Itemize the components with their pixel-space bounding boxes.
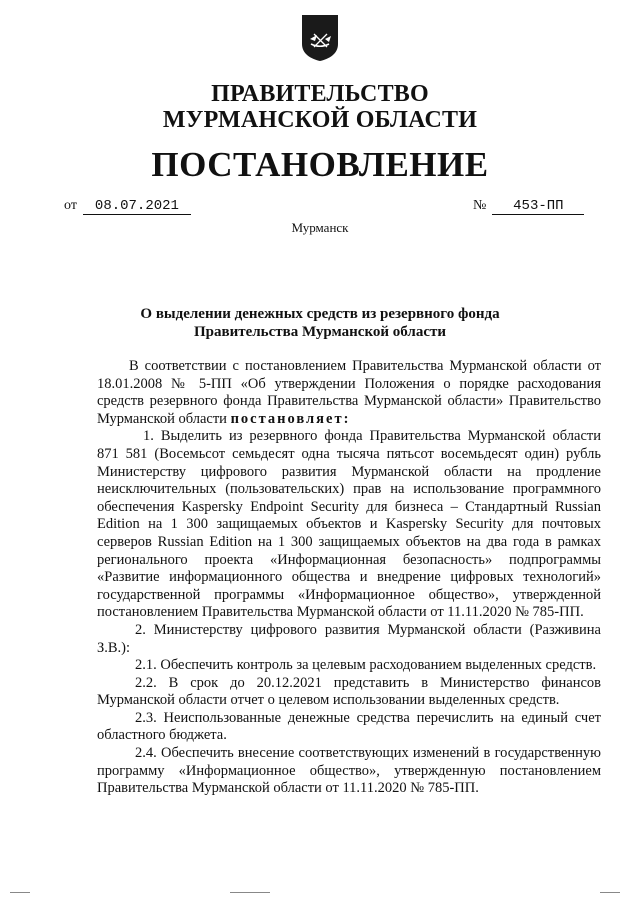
- date-prefix: от: [64, 198, 77, 213]
- document-body: [97, 358, 601, 798]
- document-type-title: ПОСТАНОВЛЕНИЕ: [151, 145, 489, 184]
- preamble-text: В соответствии с постановлением Правительства Мурманской области от 18.01.2008 № 5-ПП «Об утверждении Положения о порядке расходования средств резервного фонда Правительства Мурманской области» Правительство Мурманской области: [97, 358, 601, 427]
- preamble-paragraph: [97, 358, 601, 428]
- paragraph-2-3: 2.3. Неиспользованные денежные средства перечислить на единый счет областного бюджета.: [97, 709, 601, 744]
- government-title-line1: ПРАВИТЕЛЬСТВО: [211, 81, 429, 107]
- paragraph-2-4: 2.4. Обеспечить внесение соответствующих изменений в государственную программу «Информационное общество», утвержденную постановлением Правительства Мурманской области от 11.11.2020 № 785-ПП.: [97, 745, 601, 797]
- date-field: [64, 197, 191, 215]
- paragraph-1: 1. Выделить из резервного фонда Правительства Мурманской области 871 581 (Восемьсот семьдесят одна тысяча пятьсот восемьдесят один) рубль Министерству цифрового развития Мурманской области на продление неисключительных (пользовательских) прав на использование программного обеспечения Kaspersky Endpoint Security для бизнеса – Стандартный Russian Edition на 1 300 защищаемых объектов и Kaspersky Security для почтовых серверов Russian Edition на 1 300 защищаемых объектов на два года в рамках регионального проекта «Информационная безопасность» подпрограммы «Развитие информационного общества и внедрение цифровых технологий» государственной программы «Информационное общество», утвержденной постановлением Правительства Мурманской области от 11.11.2020 № 785-ПП.: [97, 428, 601, 621]
- coat-of-arms-icon: [301, 14, 339, 62]
- scan-artifact-line: [600, 892, 620, 893]
- paragraph-2-1: 2.1. Обеспечить контроль за целевым расходованием выделенных средств.: [135, 657, 597, 674]
- document-subject: [0, 305, 640, 341]
- paragraph-2: 2. Министерству цифрового развития Мурманской области (Разживина З.В.):: [97, 621, 601, 656]
- scan-artifact-line: [230, 892, 270, 893]
- number-prefix: №: [473, 198, 487, 213]
- subject-line1: О выделении денежных средств из резервного фонда: [140, 306, 500, 322]
- number-field: [473, 197, 584, 215]
- scan-artifact-line: [10, 892, 30, 893]
- subject-line2: Правительства Мурманской области: [193, 324, 447, 340]
- city-name: Мурманск: [291, 220, 349, 235]
- paragraph-2-2: 2.2. В срок до 20.12.2021 представить в Министерство финансов Мурманской области отчет о целевом использовании выделенных средств.: [97, 674, 601, 709]
- preamble-keyword: постановляет:: [230, 410, 351, 427]
- government-title-line2: МУРМАНСКОЙ ОБЛАСТИ: [162, 107, 478, 133]
- number-value: 453-ПП: [492, 198, 584, 215]
- date-value: 08.07.2021: [83, 198, 191, 215]
